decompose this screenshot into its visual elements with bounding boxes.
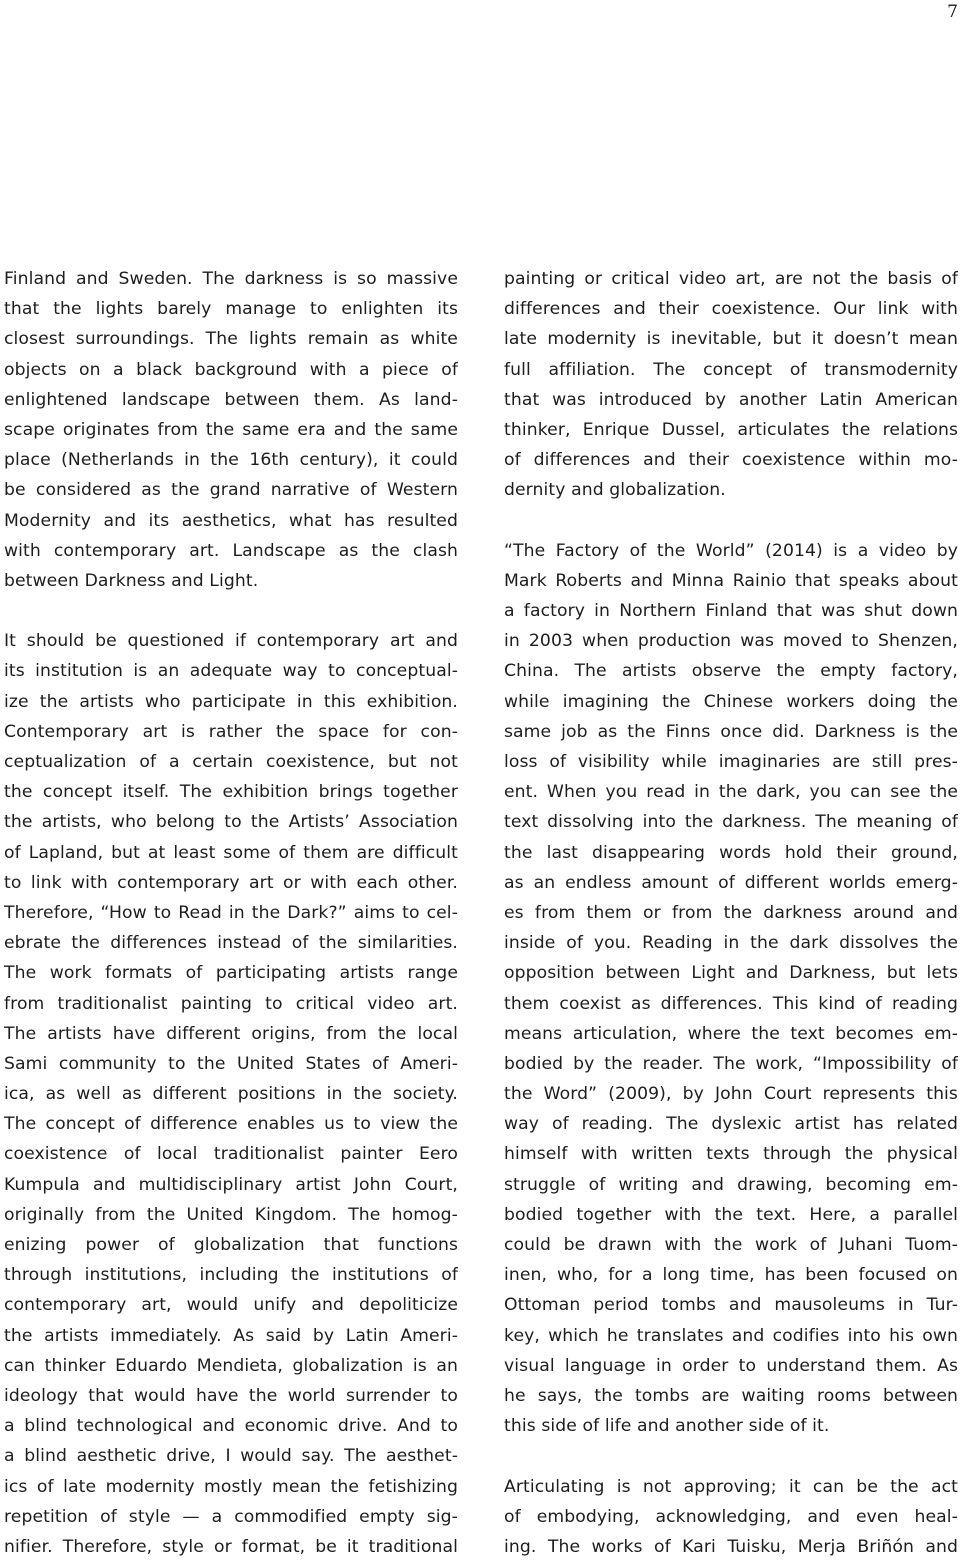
text-line: Contemporary art is rather the space for con- xyxy=(4,721,458,742)
text-line: opposition between Light and Darkness, but lets xyxy=(504,963,958,984)
paragraph xyxy=(504,264,958,506)
text-line: closest surroundings. The lights remain as white xyxy=(4,329,458,350)
text-line: place (Netherlands in the 16th century), it could xyxy=(4,450,458,471)
text-line: ebrate the differences instead of the similarities. xyxy=(4,933,458,954)
text-line: of Lapland, but at least some of them are difficult xyxy=(4,842,458,863)
text-line: The work formats of participating artists range xyxy=(4,963,458,984)
text-line: painting or critical video art, are not the basis of xyxy=(504,269,958,289)
text-line: the artists, who belong to the Artists’ Association xyxy=(4,812,458,833)
text-line: visual language in order to understand them. As xyxy=(504,1355,958,1376)
text-line: repetition of style — a commodified empty sig- xyxy=(4,1506,458,1527)
text-line: ideology that would have the world surrender to xyxy=(4,1385,458,1406)
paragraph xyxy=(504,536,958,1442)
text-line: be considered as the grand narrative of Western xyxy=(4,480,458,501)
text-line: Kumpula and multidisciplinary artist John Court, xyxy=(4,1174,458,1195)
text-line: ent. When you read in the dark, you can see the xyxy=(504,782,958,803)
text-line: bodied together with the text. Here, a parallel xyxy=(504,1204,958,1225)
right-column xyxy=(504,264,958,1562)
text-line: while imagining the Chinese workers doing the xyxy=(504,691,958,712)
text-line: full affiliation. The concept of transmodernity xyxy=(504,359,958,380)
left-column xyxy=(4,264,458,1562)
text-line: the Word” (2009), by John Court represents this xyxy=(504,1084,958,1105)
text-line: in 2003 when production was moved to Shenzen, xyxy=(504,631,958,652)
text-line: of embodying, acknowledging, and even heal- xyxy=(504,1506,958,1527)
text-line: thinker, Enrique Dussel, articulates the relations xyxy=(504,419,958,440)
text-line: the last disappearing words hold their ground, xyxy=(504,842,958,863)
text-line: with contemporary art. Landscape as the clash xyxy=(4,540,458,561)
paragraph xyxy=(4,626,458,1562)
text-line: means articulation, where the text becomes em- xyxy=(504,1023,958,1044)
text-line: ceptualization of a certain coexistence, but not xyxy=(4,752,458,772)
paragraph xyxy=(504,1472,958,1563)
text-line: this side of life and another side of it. xyxy=(504,1416,830,1437)
text-line: differences and their coexistence. Our link with xyxy=(504,299,958,320)
text-line: from traditionalist painting to critical video art. xyxy=(4,993,458,1014)
page-number: 7 xyxy=(947,2,958,22)
text-line: Therefore, “How to Read in the Dark?” aims to cel- xyxy=(4,902,458,923)
text-line: China. The artists observe the empty factory, xyxy=(504,661,958,682)
text-line: text dissolving into the darkness. The meaning of xyxy=(504,812,958,833)
text-line: loss of visibility while imaginaries are still pres- xyxy=(504,752,958,772)
text-line: of differences and their coexistence within mo- xyxy=(504,450,958,471)
text-line: can thinker Eduardo Mendieta, globalization is an xyxy=(4,1355,458,1376)
text-line: struggle of writing and drawing, becoming em- xyxy=(504,1174,958,1195)
text-line: late modernity is inevitable, but it doesn’t mean xyxy=(504,329,958,350)
text-line: Finland and Sweden. The darkness is so massive xyxy=(4,269,458,289)
text-line: that the lights barely manage to enlighten its xyxy=(4,299,458,320)
text-line: originally from the United Kingdom. The homog- xyxy=(4,1204,458,1225)
text-line: a blind aesthetic drive, I would say. The aesthet- xyxy=(4,1446,458,1467)
text-line: es from them or from the darkness around and xyxy=(504,902,958,923)
text-line: them coexist as differences. This kind of reading xyxy=(504,993,958,1014)
text-line: objects on a black background with a piece of xyxy=(4,359,458,380)
text-line: could be drawn with the work of Juhani Tuom- xyxy=(504,1235,958,1255)
paragraph xyxy=(4,264,458,596)
text-line: inside of you. Reading in the dark dissolves the xyxy=(504,933,958,954)
text-line: Modernity and its aesthetics, what has resulted xyxy=(4,510,458,531)
text-line: Sami community to the United States of Ameri- xyxy=(4,1053,458,1074)
text-line: its institution is an adequate way to conceptual- xyxy=(4,661,458,682)
paragraph-gap xyxy=(504,1441,958,1471)
text-line: contemporary art, would unify and depoliticize xyxy=(4,1295,458,1316)
text-line: Mark Roberts and Minna Rainio that speaks about xyxy=(504,570,958,591)
text-line: himself with written texts through the physical xyxy=(504,1144,958,1165)
text-line: dernity and globalization. xyxy=(504,480,726,501)
text-line: the concept itself. The exhibition brings together xyxy=(4,782,458,803)
text-line: a factory in Northern Finland that was shut down xyxy=(504,601,958,622)
text-line: scape originates from the same era and the same xyxy=(4,419,458,440)
text-line: “The Factory of the World” (2014) is a video by xyxy=(504,540,958,561)
text-line: ize the artists who participate in this exhibition. xyxy=(4,691,458,712)
text-line: through institutions, including the institutions of xyxy=(4,1265,458,1286)
text-line: Articulating is not approving; it can be the act xyxy=(504,1476,958,1497)
text-line: Ottoman period tombs and mausoleums in Tur- xyxy=(504,1295,958,1316)
paragraph-gap xyxy=(504,506,958,536)
text-line: a blind technological and economic drive. And to xyxy=(4,1416,458,1437)
text-line: between Darkness and Light. xyxy=(4,570,259,591)
text-line: way of reading. The dyslexic artist has related xyxy=(504,1114,958,1135)
text-line: the artists immediately. As said by Latin Ameri- xyxy=(4,1325,458,1346)
text-line: to link with contemporary art or with each other. xyxy=(4,872,458,893)
text-line: inen, who, for a long time, has been focused on xyxy=(504,1265,958,1286)
text-line: coexistence of local traditionalist painter Eero xyxy=(4,1144,458,1165)
text-line: The artists have different origins, from the local xyxy=(4,1023,458,1044)
text-line: key, which he translates and codifies into his own xyxy=(504,1325,958,1346)
text-line: ica, as well as different positions in the society. xyxy=(4,1084,458,1105)
text-line: enizing power of globalization that functions xyxy=(4,1235,458,1255)
text-line: It should be questioned if contemporary art and xyxy=(4,631,458,652)
text-line: that was introduced by another Latin American xyxy=(504,389,958,410)
text-line: ics of late modernity mostly mean the fetishizing xyxy=(4,1476,458,1497)
text-line: ing. The works of Kari Tuisku, Merja Briñón and xyxy=(504,1536,958,1557)
paragraph-gap xyxy=(4,596,458,626)
text-line: bodied by the reader. The work, “Impossibility of xyxy=(504,1053,958,1074)
text-line: enlightened landscape between them. As land- xyxy=(4,389,458,410)
text-line: nifier. Therefore, style or format, be it traditional xyxy=(4,1536,458,1557)
text-line: he says, the tombs are waiting rooms between xyxy=(504,1385,958,1406)
text-line: The concept of difference enables us to view the xyxy=(4,1114,458,1135)
text-line: as an endless amount of different worlds emerg- xyxy=(504,872,958,893)
text-line: same job as the Finns once did. Darkness is the xyxy=(504,721,958,742)
